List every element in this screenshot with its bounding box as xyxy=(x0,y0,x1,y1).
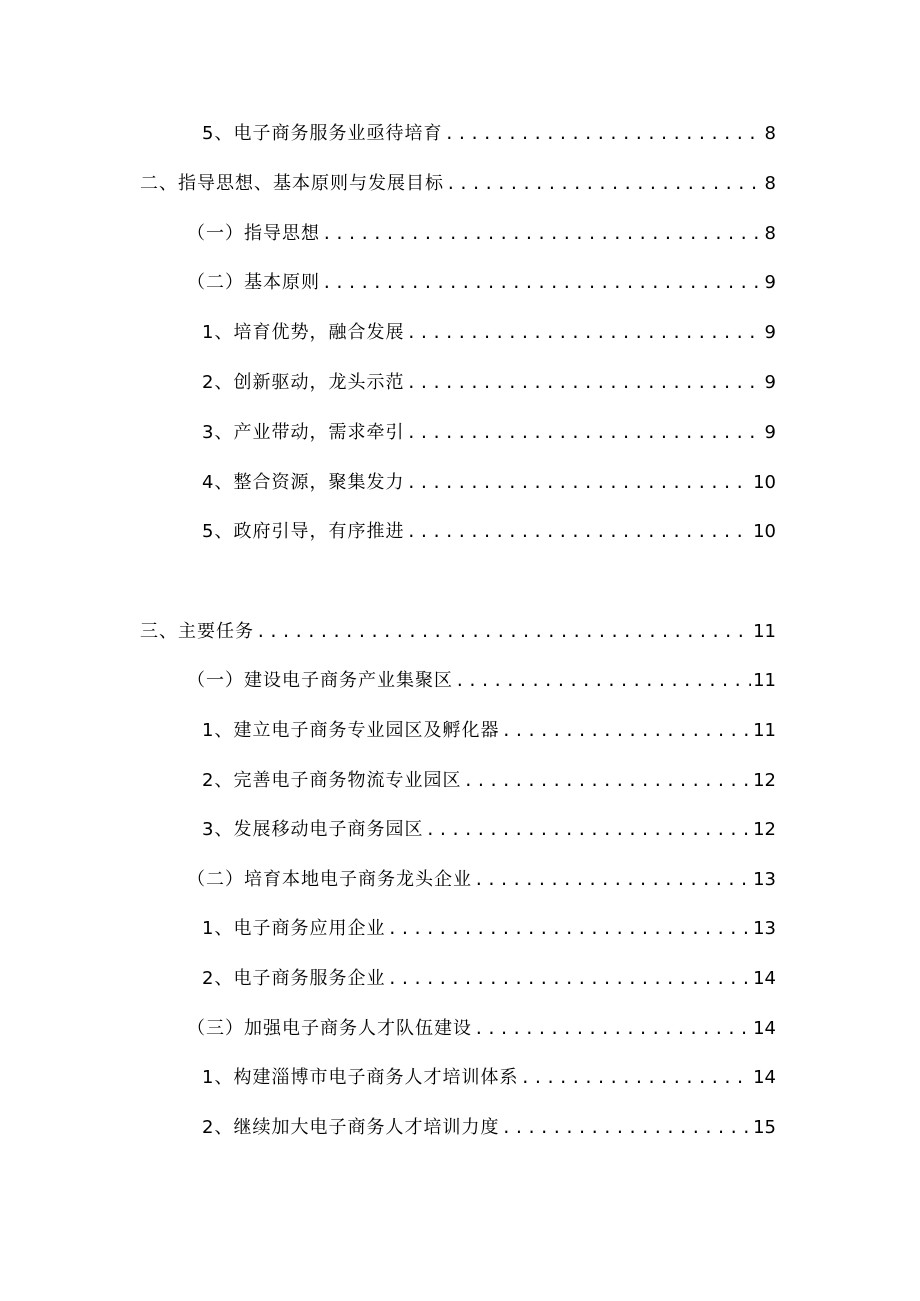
toc-entry[interactable] xyxy=(202,716,776,746)
toc-entry-page: 13 xyxy=(753,918,776,939)
toc-entry-title: 三、主要任务 xyxy=(140,621,254,642)
toc-entry-title: （二）基本原则 xyxy=(187,272,320,293)
dot-leader xyxy=(322,268,763,298)
toc-entry[interactable] xyxy=(187,1014,776,1044)
toc-entry[interactable] xyxy=(202,368,776,398)
toc-entry-title: 1、培育优势，融合发展 xyxy=(202,322,405,343)
toc-entry-page: 9 xyxy=(764,372,776,393)
dot-leader xyxy=(446,169,763,199)
toc-entry[interactable] xyxy=(202,914,776,944)
toc-entry-page: 10 xyxy=(753,472,776,493)
toc-entry-title: 2、完善电子商务物流专业园区 xyxy=(202,770,462,791)
toc-entry-page: 9 xyxy=(764,422,776,443)
dot-leader xyxy=(387,964,751,994)
toc-entry-title: （二）培育本地电子商务龙头企业 xyxy=(187,869,472,890)
dot-leader xyxy=(256,617,751,647)
toc-entry-page: 12 xyxy=(753,819,776,840)
toc-entry[interactable] xyxy=(202,766,776,796)
toc-entry[interactable] xyxy=(202,1113,776,1143)
dot-leader xyxy=(322,219,763,249)
dot-leader xyxy=(406,468,751,498)
toc-entry[interactable] xyxy=(202,517,776,547)
toc-entry[interactable] xyxy=(187,268,776,298)
toc-entry-page: 8 xyxy=(764,223,776,244)
toc-entry-page: 11 xyxy=(753,720,776,741)
toc-entry-page: 11 xyxy=(753,621,776,642)
toc-entry-title: 2、创新驱动，龙头示范 xyxy=(202,372,405,393)
toc-entry-title: 二、指导思想、基本原则与发展目标 xyxy=(140,173,444,194)
toc-entry[interactable] xyxy=(187,865,776,895)
dot-leader xyxy=(520,1063,751,1093)
toc-entry-title: （三）加强电子商务人才队伍建设 xyxy=(187,1018,472,1039)
toc-entry[interactable] xyxy=(140,617,776,647)
dot-leader xyxy=(474,865,751,895)
dot-leader xyxy=(387,914,751,944)
toc-entry[interactable] xyxy=(202,964,776,994)
dot-leader xyxy=(406,418,762,448)
toc-entry-page: 8 xyxy=(764,173,776,194)
toc-entry-page: 9 xyxy=(764,272,776,293)
toc-entry[interactable] xyxy=(140,169,776,199)
toc-entry[interactable] xyxy=(202,318,776,348)
toc-entry-page: 14 xyxy=(753,1067,776,1088)
toc-entry-title: 3、发展移动电子商务园区 xyxy=(202,819,424,840)
toc-entry-title: （一）建设电子商务产业集聚区 xyxy=(187,670,453,691)
toc-entry[interactable] xyxy=(187,219,776,249)
toc-entry-title: 2、继续加大电子商务人才培训力度 xyxy=(202,1117,500,1138)
toc-entry-page: 10 xyxy=(753,521,776,542)
toc-entry[interactable] xyxy=(202,119,776,149)
toc-entry-page: 13 xyxy=(753,869,776,890)
dot-leader xyxy=(501,1113,751,1143)
dot-leader xyxy=(455,666,751,696)
toc-entry-title: 1、建立电子商务专业园区及孵化器 xyxy=(202,720,500,741)
dot-leader xyxy=(406,318,762,348)
toc-entry-title: 3、产业带动，需求牵引 xyxy=(202,422,405,443)
toc-entry-title: 1、构建淄博市电子商务人才培训体系 xyxy=(202,1067,519,1088)
toc-entry[interactable] xyxy=(187,666,776,696)
toc-entry-page: 14 xyxy=(753,968,776,989)
dot-leader xyxy=(501,716,751,746)
toc-entry-page: 11 xyxy=(753,670,776,691)
toc-entry-page: 9 xyxy=(764,322,776,343)
toc-entry-page: 15 xyxy=(753,1117,776,1138)
dot-leader xyxy=(406,517,751,547)
toc-entry-page: 12 xyxy=(753,770,776,791)
toc-entry-title: （一）指导思想 xyxy=(187,223,320,244)
dot-leader xyxy=(406,368,762,398)
dot-leader xyxy=(425,815,751,845)
toc-entry-title: 5、电子商务服务业亟待培育 xyxy=(202,123,443,144)
toc-entry[interactable] xyxy=(202,815,776,845)
toc-entry[interactable] xyxy=(202,468,776,498)
toc-entry[interactable] xyxy=(202,418,776,448)
toc-entry[interactable] xyxy=(202,1063,776,1093)
toc-entry-title: 1、电子商务应用企业 xyxy=(202,918,386,939)
dot-leader xyxy=(444,119,762,149)
toc-entry-page: 8 xyxy=(764,123,776,144)
toc-entry-title: 2、电子商务服务企业 xyxy=(202,968,386,989)
toc-entry-page: 14 xyxy=(753,1018,776,1039)
toc-entry-title: 4、整合资源，聚集发力 xyxy=(202,472,405,493)
toc-entry-title: 5、政府引导，有序推进 xyxy=(202,521,405,542)
dot-leader xyxy=(474,1014,751,1044)
dot-leader xyxy=(463,766,751,796)
